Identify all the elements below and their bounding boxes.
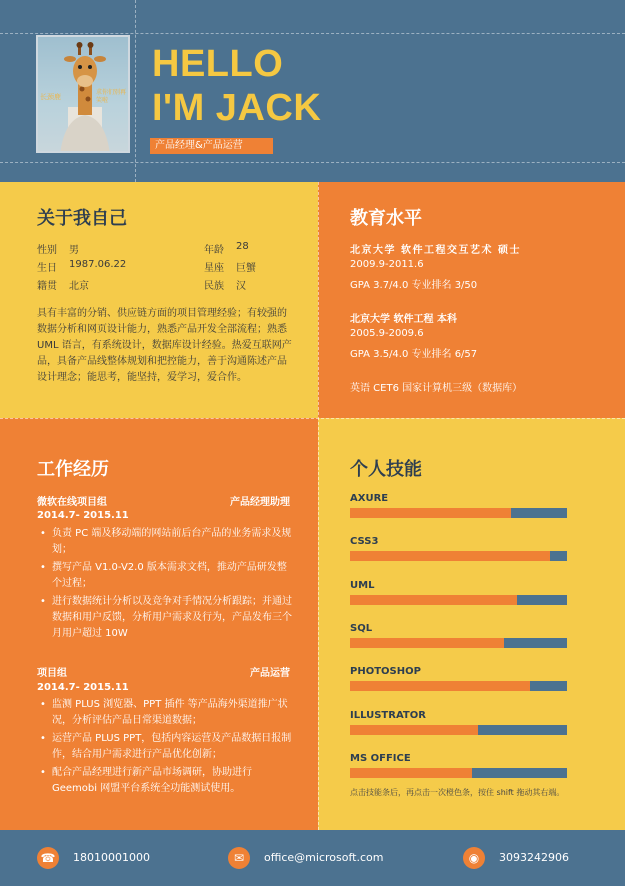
about-description: 具有丰富的分销、供应链方面的项目管理经验；有较强的数据分析和网页设计能力，熟悉产品开发全部流程；熟悉 UML 语言，有系统设计，数据库设计经验。热爱互联网产品，具备产品线整体规划和把控能力，善于沟通陈述产品设计理念；能思考，能坚持，爱学习，爱合作。 [37,308,292,383]
mail-icon: ✉ [228,847,250,869]
photo-caption: 长颈鹿 [40,93,61,101]
job-role: 产品运营 [250,668,290,679]
divider [0,33,625,34]
skill-label: MS OFFICE [350,752,411,764]
email-text: office@microsoft.com [264,851,384,864]
job-bullet: • 运营产品 PLUS PPT，包括内容运营及产品数据日报制作，结合用户需求进行产品优化创新； [40,731,296,763]
divider [135,0,136,182]
skill-bar[interactable] [350,638,567,648]
title-line: I'M JACK [152,87,322,129]
skill-bar[interactable] [350,508,567,518]
section-title: 关于我自己 [37,208,127,229]
field-value: 1987.06.22 [69,259,127,270]
title-line: HELLO [152,43,284,85]
job-bullet: • 进行数据统计分析以及竞争对手情况分析跟踪；并通过数据和用户反馈，分析用户需求及行为，产品发布三个月用户超过 10W [40,594,296,642]
skill-bar-fill[interactable] [350,681,530,691]
page-title [152,42,321,130]
skill-bar-fill[interactable] [350,768,472,778]
skill-label: ILLUSTRATOR [350,709,426,721]
divider [0,418,625,419]
job-title-tag: 产品经理&产品运营 [150,138,273,154]
job-role: 产品经理助理 [230,497,290,508]
edu-period: 2009.9-2011.6 [350,259,424,270]
field-label: 籍贯 [37,281,57,292]
edu-school: 北京大学 软件工程 本科 [350,314,457,325]
section-title: 个人技能 [350,459,422,480]
skill-bar[interactable] [350,681,567,691]
field-value: 汉 [236,281,246,292]
skills-hint: 点击技能条后，再点击一次橙色条，按住 shift 拖动其右端。 [350,788,565,797]
field-label: 年龄 [204,245,224,256]
job-period: 2014.7- 2015.11 [37,510,129,521]
qq-icon: ◉ [463,847,485,869]
edu-certs: 英语 CET6 国家计算机三级（数据库） [350,383,523,394]
skill-bar-fill[interactable] [350,725,478,735]
skill-label: AXURE [350,493,389,504]
skill-bar-fill[interactable] [350,595,517,605]
field-value: 男 [69,245,79,256]
edu-school: 北京大学 软件工程交互艺术 硕士 [350,245,521,256]
skill-bar[interactable] [350,595,567,605]
field-value: 巨蟹 [236,263,256,274]
job-bullet: • 负责 PC 端及移动端的网站前后台产品的业务需求及规划； [40,526,296,558]
skill-bar-fill[interactable] [350,638,504,648]
avatar [36,35,130,153]
skill-label: UML [350,579,375,591]
skill-bar[interactable] [350,725,567,735]
skill-bar-fill[interactable] [350,551,550,561]
job-bullet: • 配合产品经理进行新产品市场调研，协助进行 Geemobi 网盟平台系统全功能测试使用。 [40,765,296,797]
field-value: 北京 [69,281,89,292]
edu-period: 2005.9-2009.6 [350,328,424,339]
field-label: 生日 [37,263,57,274]
field-label: 民族 [204,281,224,292]
field-value: 28 [236,241,249,252]
field-label: 星座 [204,263,224,274]
field-label: 性别 [37,245,57,256]
skill-bar-fill[interactable] [350,508,511,518]
job-company: 微软在线项目组 [37,497,107,508]
job-bullet: • 撰写产品 V1.0-V2.0 版本需求文档，推动产品研发整个过程； [40,560,296,592]
job-company: 项目组 [37,668,67,679]
job-period: 2014.7- 2015.11 [37,682,129,693]
skill-label: SQL [350,622,373,634]
skill-bar[interactable] [350,768,567,778]
photo-caption: 求你们别再笑啦 [96,89,127,104]
divider [318,182,319,830]
skill-label: CSS3 [350,536,379,548]
edu-score: GPA 3.5/4.0 专业排名 6/57 [350,349,478,360]
section-title: 教育水平 [350,208,422,229]
divider [0,162,625,163]
phone-icon: ☎ [37,847,59,869]
section-title: 工作经历 [37,459,109,480]
phone-text: 18010001000 [73,851,150,864]
qq-text: 3093242906 [499,851,569,864]
skill-label: PHOTOSHOP [350,666,421,678]
edu-score: GPA 3.7/4.0 专业排名 3/50 [350,280,478,291]
job-bullet: • 监测 PLUS 浏览器、PPT 插件 等产品海外渠道推广状况，分析评估产品日常渠道数据； [40,697,296,729]
skill-bar[interactable] [350,551,567,561]
